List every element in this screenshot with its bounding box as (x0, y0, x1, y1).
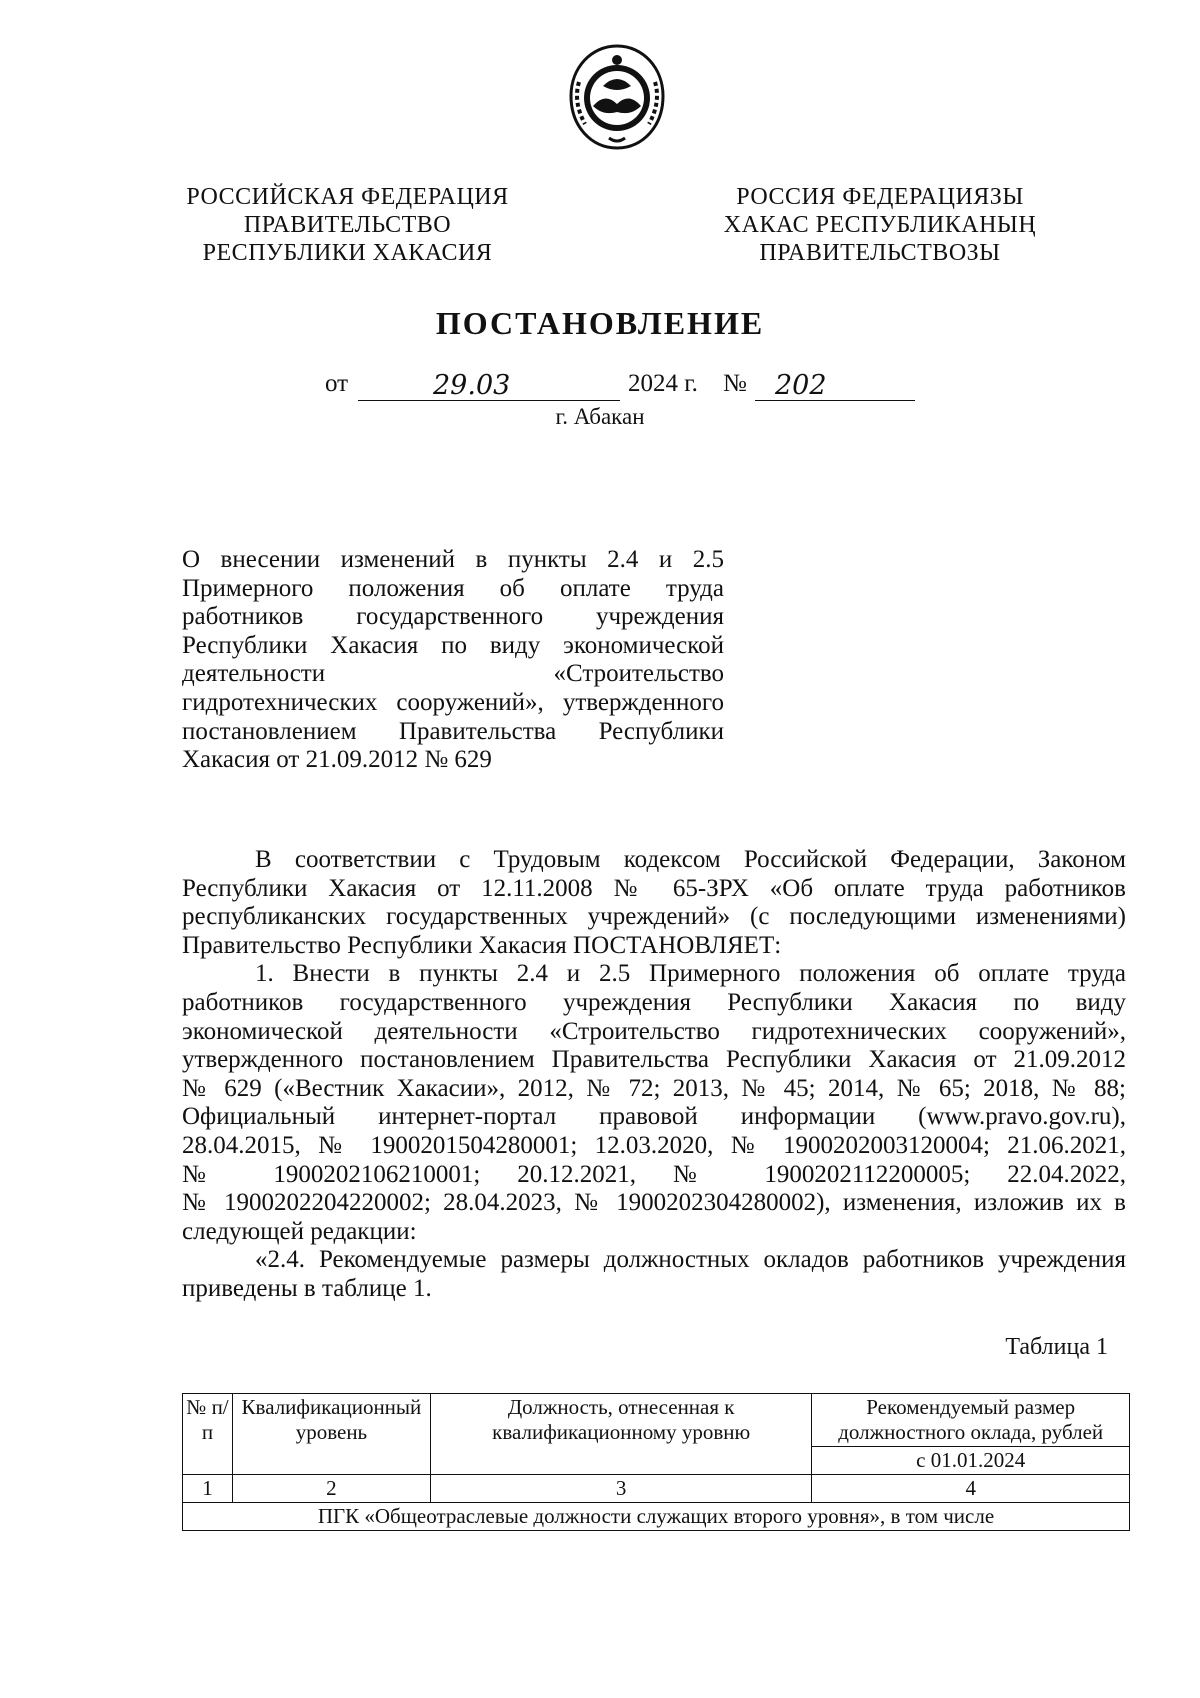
date-prefix: от (325, 370, 349, 397)
body-line: Республики Хакасия от 12.11.2008 № 65-ЗРХ «Об оплате труда работников (182, 874, 1126, 902)
date-year: 2024 г. (628, 370, 698, 397)
subject-line: Примерного положения об оплате труда (182, 574, 724, 602)
subject-block (182, 546, 724, 775)
body-line: 28.04.2015, № 1900201504280001; 12.03.2020, № 1900202003120004; 21.06.2021, (182, 1131, 1126, 1159)
header-level: Квалификационный уровень (232, 1394, 430, 1475)
coat-of-arms-emblem (565, 42, 669, 152)
body-line: приведены в таблице 1. (182, 1274, 432, 1302)
city: г. Абакан (555, 404, 645, 429)
subject-line: деятельности «Строительство (182, 660, 724, 688)
body-line: № 629 («Вестник Хакасии», 2012, № 72; 2013, № 45; 2014, № 65; 2018, № 88; (182, 1074, 1126, 1102)
body-line: № 1900202106210001; 20.12.2021, № 1900202112200005; 22.04.2022, (182, 1160, 1126, 1188)
body-line: Правительство Республики Хакасия ПОСТАНОВЛЯЕТ: (182, 931, 782, 959)
group-row: ПГК «Общеотраслевые должности служащих второго уровня», в том числе (183, 1503, 1130, 1531)
header-num: № п/п (183, 1394, 233, 1475)
body-line: «2.4. Рекомендуемые размеры должностных окладов работников учреждения (255, 1246, 1126, 1274)
subject-line: постановлением Правительства Республики (182, 717, 724, 745)
number-label: № (723, 370, 747, 397)
handwritten-number: 202 (775, 370, 827, 401)
header-left-line: ПРАВИТЕЛЬСТВО (243, 212, 452, 238)
body-line: 1. Внести в пункты 2.4 и 2.5 Примерного положения об оплате труда (255, 960, 1126, 988)
header-right-line: РОССИЯ ФЕДЕРАЦИЯЗЫ (736, 184, 1024, 210)
header-khakas (690, 183, 1070, 267)
subject-line: О внесении изменений в пункты 2.4 и 2.5 (182, 546, 724, 573)
header-left-line: РОССИЙСКАЯ ФЕДЕРАЦИЯ (186, 184, 509, 210)
header-position: Должность, отнесенная к квалификационному уровню (430, 1394, 812, 1475)
body-line: экономической деятельности «Строительство гидротехнических сооружений», (182, 1017, 1126, 1045)
salary-table (182, 1393, 1130, 1531)
col-number: 1 (183, 1475, 233, 1503)
subject-line: гидротехнических сооружений», утвержденного (182, 688, 724, 716)
body-text (182, 846, 1126, 1304)
body-line: следующей редакции: (182, 1217, 417, 1245)
body-line: работников государственного учреждения Республики Хакасия по виду (182, 988, 1126, 1016)
document-type-title: ПОСТАНОВЛЕНИЕ (435, 305, 765, 341)
subject-line: работников государственного учреждения (182, 603, 724, 631)
handwritten-date: 29.03 (433, 370, 511, 401)
subject-line: Хакасия от 21.09.2012 № 629 (182, 746, 492, 774)
header-russian (160, 183, 535, 267)
subject-line: Республики Хакасия по виду экономической (182, 631, 724, 659)
header-right-line: ХАКАС РЕСПУБЛИКАНЫҢ (723, 212, 1037, 238)
body-line: Официальный интернет-портал правовой информации (www.pravo.gov.ru), (182, 1103, 1126, 1131)
date-number-line (325, 370, 920, 408)
header-right-line: ПРАВИТЕЛЬСТВОЗЫ (759, 240, 1001, 266)
col-number: 4 (812, 1475, 1130, 1503)
col-number: 2 (232, 1475, 430, 1503)
header-salary-date: с 01.01.2024 (812, 1447, 1130, 1475)
col-number: 3 (430, 1475, 812, 1503)
body-line: утвержденного постановлением Правительства Республики Хакасия от 21.09.2012 (182, 1046, 1126, 1074)
body-line: республиканских государственных учреждений» (с последующими изменениями) (182, 903, 1126, 931)
header-salary: Рекомендуемый размер должностного оклада, рублей (812, 1394, 1130, 1447)
body-line: В соответствии с Трудовым кодексом Российской Федерации, Законом (255, 846, 1126, 873)
table-caption: Таблица 1 (1005, 1334, 1108, 1360)
body-line: № 1900202204220002; 28.04.2023, № 1900202304280002), изменения, изложив их в (182, 1189, 1126, 1217)
header-left-line: РЕСПУБЛИКИ ХАКАСИЯ (202, 240, 493, 266)
